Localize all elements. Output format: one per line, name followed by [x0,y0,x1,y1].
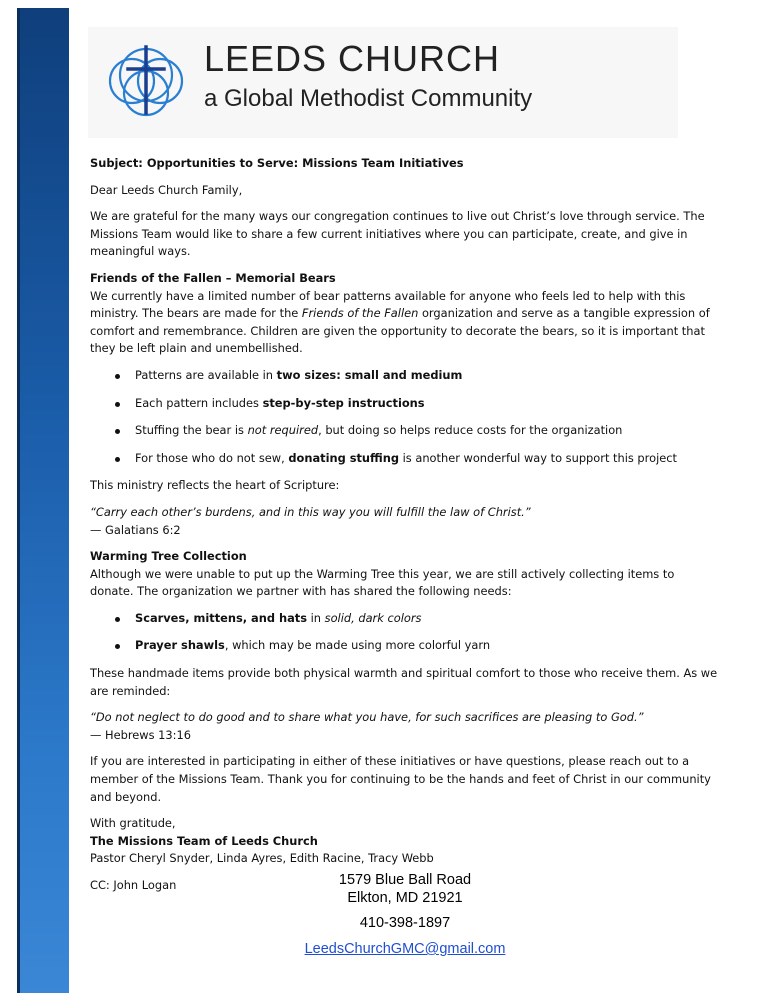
letterhead [88,27,678,138]
list-item: Prayer shawls, which may be made using more colorful yarn [90,637,720,655]
footer-street: 1579 Blue Ball Road [338,872,472,888]
bears-paragraph: We currently have a limited number of bear patterns available for anyone who feels led to help with this ministry. The bears are made for the Friends of the Fallen organization and serve as a tangible expression of comfort and remembrance. Children are given the opportunity to decorate the bears, so it is important that they be left plain and unembellished. [90,288,710,356]
list-item: Patterns are available in two sizes: small and medium [90,367,720,385]
church-logo-icon [106,39,186,121]
footer-phone: 410-398-1897 [359,915,451,931]
sidebar-edge [17,8,20,993]
footer-email-wrap [230,941,580,957]
scripture-quote: “Carry each other’s burdens, and in this way you will fulfill the law of Christ.” [90,504,531,519]
signoff: With gratitude, [90,816,176,831]
scripture-quote-2: “Do not neglect to do good and to share what you have, for such sacrifices are pleasing to God.” [90,710,644,725]
footer-city: Elkton, MD 21921 [347,890,463,906]
team-name: The Missions Team of Leeds Church [90,833,318,848]
bears-bullet-list [90,367,720,467]
list-item: Scarves, mittens, and hats in solid, dark colors [90,610,720,628]
list-item: Each pattern includes step-by-step instructions [90,395,720,413]
subject-line: Subject: Opportunities to Serve: Missions Team Initiatives [90,156,464,170]
church-name: LEEDS CHURCH [204,38,501,79]
team-members: Pastor Cheryl Snyder, Linda Ayres, Edith Racine, Tracy Webb [90,851,434,866]
church-tagline: a Global Methodist Community [204,85,533,112]
scripture-citation: — Galatians 6:2 [90,522,181,537]
decorative-sidebar [17,8,69,993]
greeting: Dear Leeds Church Family, [90,182,243,197]
intro-paragraph: We are grateful for the many ways our congregation continues to live out Christ’s love through service. The Missions Team would like to share a few current initiatives where you can participate, create, and give in meaningful ways. [90,209,705,259]
cc-line: CC: John Logan [90,878,177,892]
list-item: Stuffing the bear is not required, but doing so helps reduce costs for the organization [90,422,720,440]
email-link[interactable]: LeedsChurchGMC@gmail.com [304,941,506,957]
list-item: For those who do not sew, donating stuffing is another wonderful way to support this project [90,450,720,468]
warming-paragraph-2: These handmade items provide both physical warmth and spiritual comfort to those who receive them. As we are reminded: [90,666,718,698]
warming-bullet-list [90,610,720,655]
scripture-citation-2: — Hebrews 13:16 [90,727,191,742]
warming-paragraph: Although we were unable to put up the Warming Tree this year, we are still actively collecting items to donate. The organization we partner with has shared the following needs: [90,566,675,599]
section-heading-warming: Warming Tree Collection [90,549,247,564]
closing-paragraph: If you are interested in participating in either of these initiatives or have questions, please reach out to a member of the Missions Team. Thank you for continuing to be the hands and feet of Christ in our community and beyond. [90,754,711,804]
section-heading-bears: Friends of the Fallen – Memorial Bears [90,270,336,285]
letter-body [90,155,720,904]
scripture-intro: This ministry reflects the heart of Scripture: [90,478,340,493]
